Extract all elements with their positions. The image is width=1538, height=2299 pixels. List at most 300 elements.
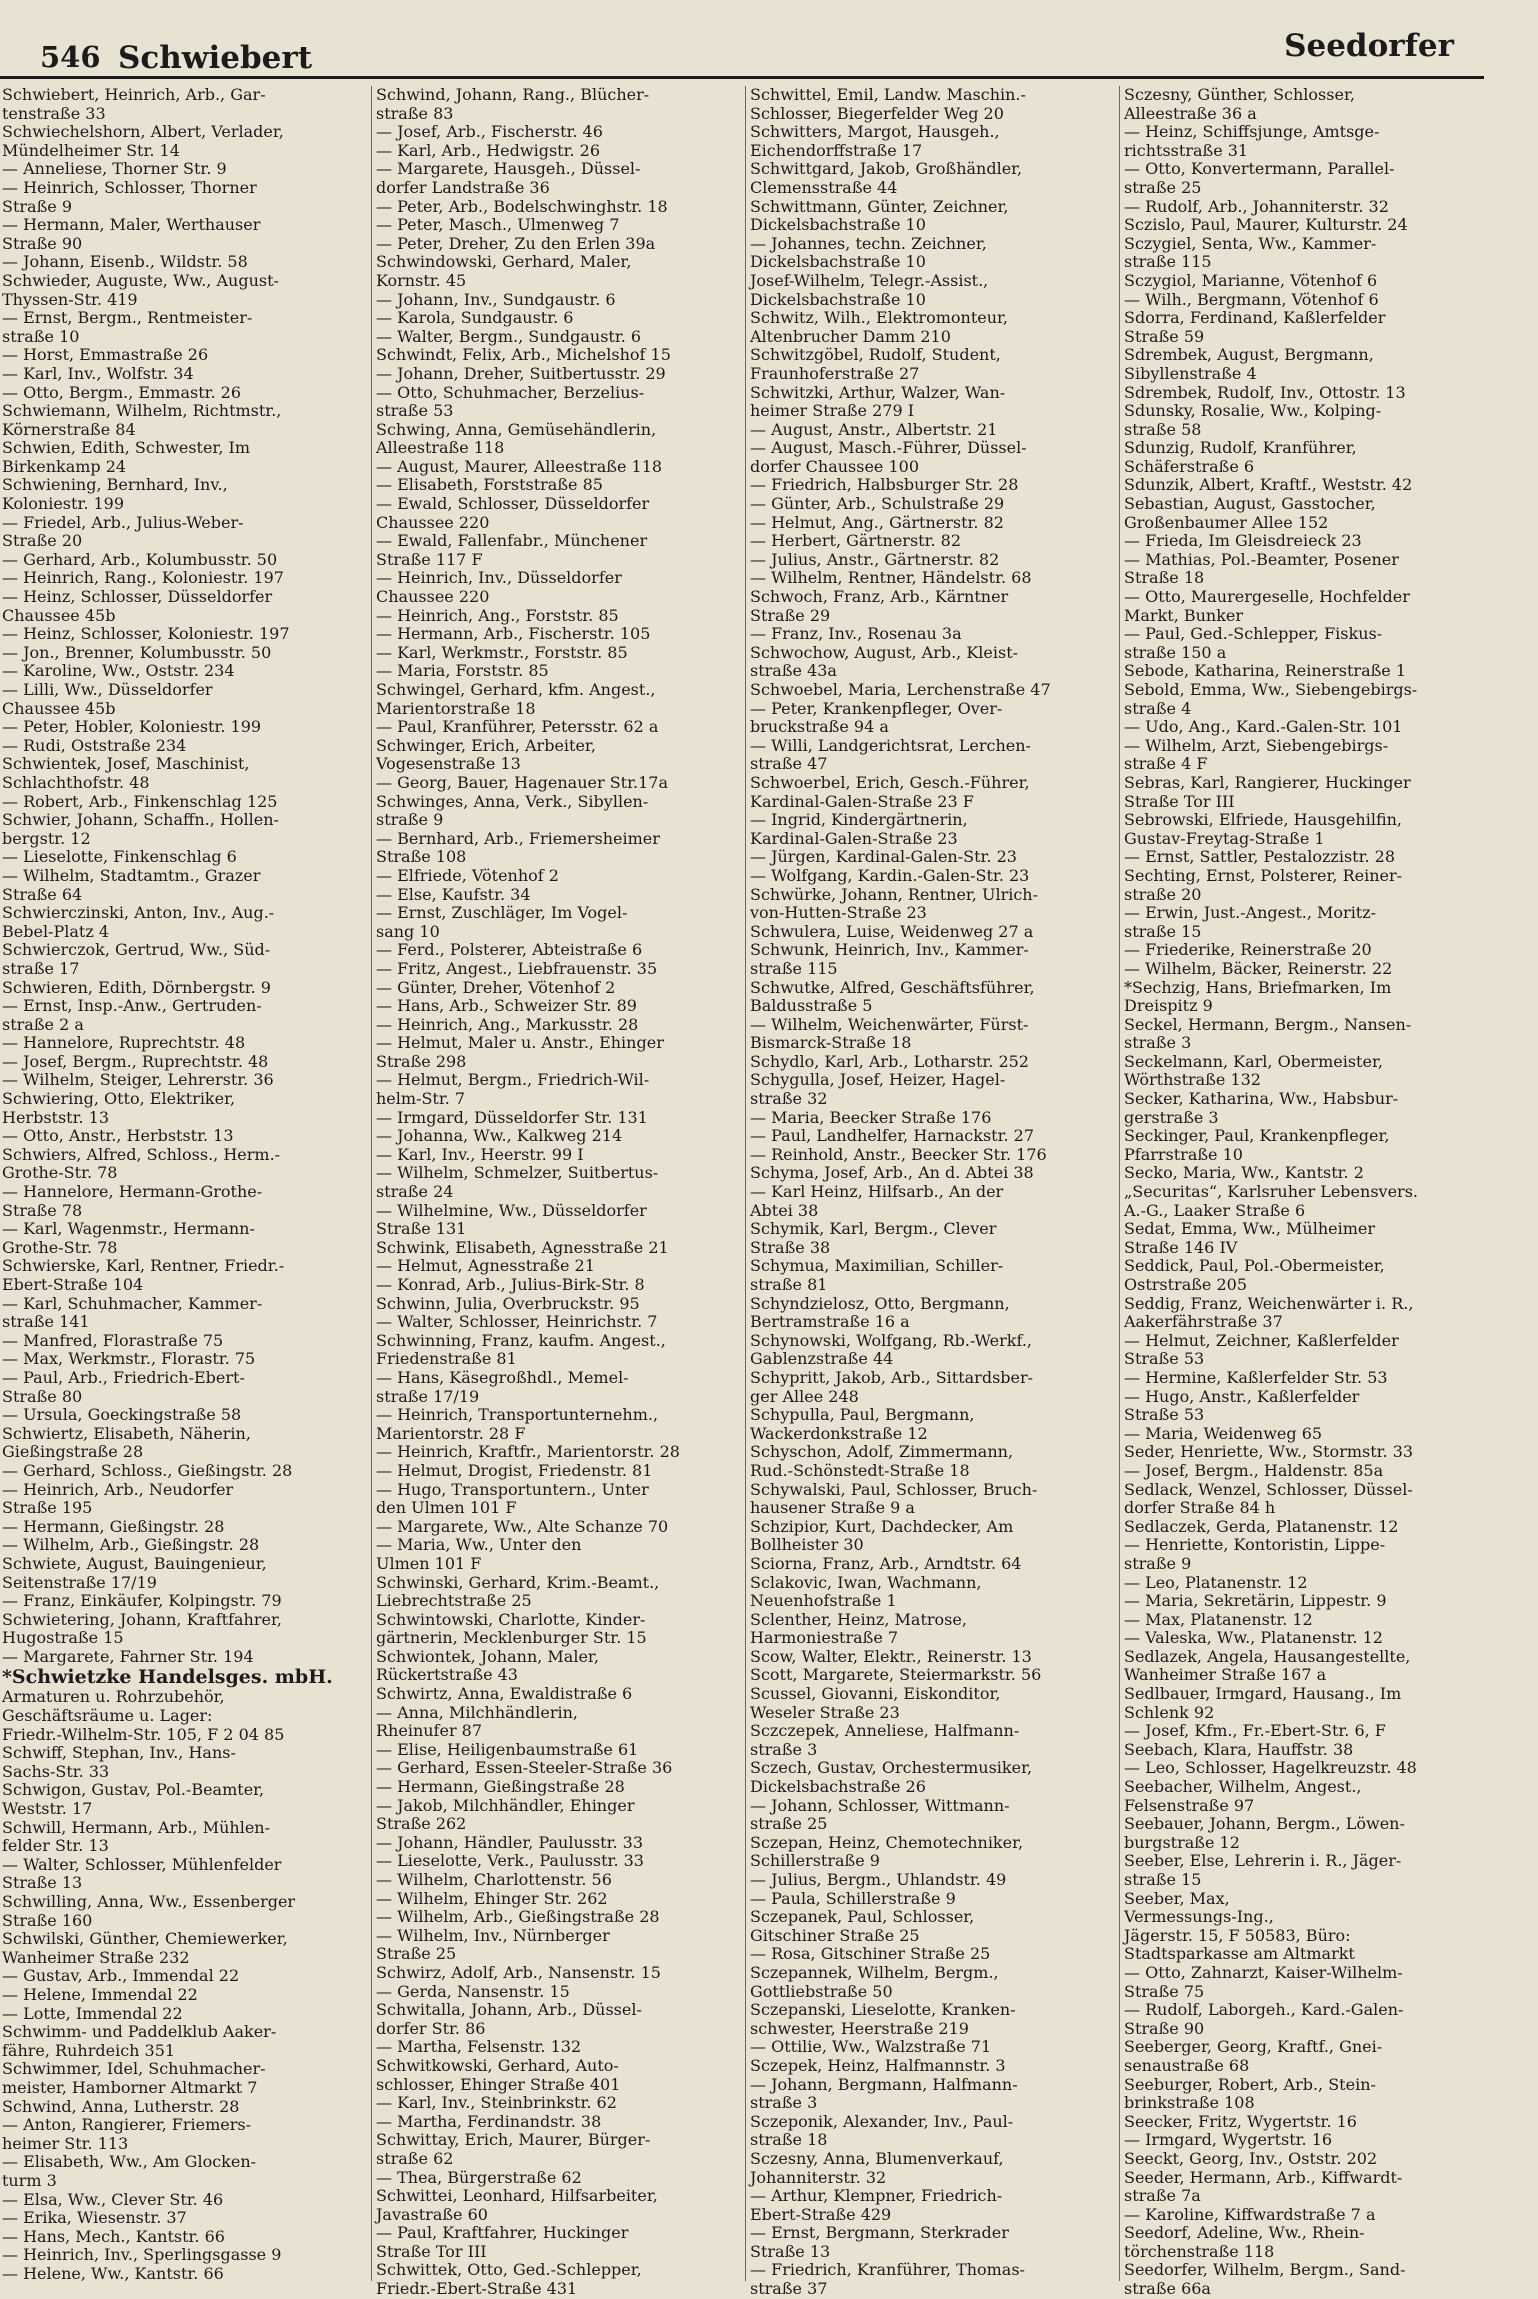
directory-entry: Schwilski, Günther, Chemiewerker, (2, 1929, 288, 1949)
entry-continuation: Schäferstraße 6 (1124, 456, 1255, 476)
entry-continuation: straße 25 (1124, 177, 1202, 197)
directory-entry: — Helmut, Bergm., Friedrich-Wil- (376, 1070, 650, 1090)
entry-continuation: straße 9 (1124, 1553, 1192, 1573)
directory-entry: — Johann, Händler, Paulusstr. 33 (376, 1832, 644, 1852)
entry-continuation: Friedr.-Wilhelm-Str. 105, F 2 04 85 (2, 1724, 285, 1744)
entry-continuation: straße 4 F (1124, 754, 1208, 774)
column-1 (2, 86, 368, 2281)
directory-entry: — Hannelore, Ruprechtstr. 48 (2, 1033, 246, 1053)
directory-entry: Schwittmann, Günter, Zeichner, (750, 196, 1009, 216)
directory-entry: — Paul, Arb., Friedrich-Ebert- (2, 1367, 245, 1387)
directory-entry: Seeber, Max, (1124, 1888, 1230, 1908)
entry-continuation: dorfer Straße 84 h (1124, 1498, 1276, 1518)
directory-entry: — Johannes, techn. Zeichner, (750, 233, 987, 253)
entry-continuation: Ebert-Straße 429 (750, 2204, 892, 2224)
directory-entry: Sdunzik, Albert, Kraftf., Weststr. 42 (1124, 475, 1413, 495)
directory-entry: Schwind, Anna, Lutherstr. 28 (2, 2096, 240, 2116)
entry-continuation: Josef-Wilhelm, Telegr.-Assist., (750, 270, 989, 290)
directory-entry: — Hermann, Gießingstr. 28 (2, 1516, 225, 1536)
entry-continuation: bergstr. 12 (2, 828, 91, 848)
directory-entry: — Karl, Werkmstr., Forststr. 85 (376, 642, 628, 662)
entry-continuation: Bismarck-Straße 18 (750, 1033, 912, 1053)
directory-entry: Schwindt, Felix, Arb., Michelshof 15 (376, 345, 671, 365)
directory-entry: — Hans, Arb., Schweizer Str. 89 (376, 996, 637, 1016)
page-header (0, 0, 1538, 74)
entry-continuation: törchenstraße 118 (1124, 2241, 1275, 2261)
directory-entry: Seckelmann, Karl, Obermeister, (1124, 1051, 1383, 1071)
column-3 (750, 85, 1116, 2299)
directory-entry: — Peter, Masch., Ulmenweg 7 (376, 215, 620, 235)
entry-continuation: Ulmen 101 F (376, 1553, 482, 1573)
entry-continuation: Straße 18 (1124, 568, 1205, 588)
directory-entry: — Otto, Anstr., Herbststr. 13 (2, 1126, 234, 1146)
directory-entry: Schwierczok, Gertrud, Ww., Süd- (2, 940, 271, 960)
directory-entry: — Karola, Sundgaustr. 6 (376, 308, 574, 328)
entry-continuation: Eichendorffstraße 17 (750, 140, 923, 160)
directory-entry: Schwind, Johann, Rang., Blücher- (376, 85, 650, 104)
directory-entry: — Konrad, Arb., Julius-Birk-Str. 8 (376, 1275, 645, 1294)
directory-entry: Schwunk, Heinrich, Inv., Kammer- (750, 940, 1029, 960)
directory-entry: — Hermann, Arb., Fischerstr. 105 (376, 624, 651, 644)
entry-continuation: straße 2 a (2, 1014, 84, 1034)
directory-entry: Sczesny, Anna, Blumenverkauf, (750, 2148, 1004, 2168)
directory-entry: Schwiff, Stephan, Inv., Hans- (2, 1743, 236, 1763)
directory-entry: Seddig, Franz, Weichenwärter i. R., (1124, 1293, 1414, 1313)
directory-entry: Sedlazek, Angela, Hausangestellte, (1124, 1646, 1411, 1666)
entry-continuation: straße 17 (2, 958, 80, 978)
directory-entry: „Securitas“, Karlsruher Lebensvers. (1124, 1182, 1418, 1202)
directory-entry: — Wilhelm, Weichenwärter, Fürst- (750, 1014, 1029, 1034)
entry-continuation: Straße 38 (750, 1237, 831, 1257)
entry-continuation: Pfarrstraße 10 (1124, 1144, 1243, 1164)
entry-continuation: Straße 20 (2, 531, 83, 551)
entry-continuation: straße 58 (1124, 419, 1202, 439)
directory-entry: Schwittek, Otto, Ged.-Schlepper, (376, 2260, 642, 2280)
directory-entry: — Anna, Milchhändlerin, (376, 1702, 578, 1722)
directory-entry: — Elfriede, Vötenhof 2 (376, 865, 559, 885)
entry-continuation: gerstraße 3 (1124, 1107, 1219, 1127)
directory-entry: — Günter, Dreher, Vötenhof 2 (376, 977, 616, 997)
entry-continuation: straße 81 (750, 1275, 828, 1294)
directory-entry: — Rosa, Gitschiner Straße 25 (750, 1944, 991, 1964)
directory-entry: Sedat, Emma, Ww., Mülheimer (1124, 1219, 1376, 1239)
directory-entry: — Heinrich, Arb., Neudorfer (2, 1479, 234, 1499)
directory-entry: — Manfred, Florastraße 75 (2, 1330, 224, 1350)
directory-entry: Seedorf, Adeline, Ww., Rhein- (1124, 2223, 1365, 2243)
directory-entry: — Lilli, Ww., Düsseldorfer (2, 680, 213, 699)
directory-entry: Scussel, Giovanni, Eiskonditor, (750, 1684, 1001, 1704)
directory-entry: Schwimm- und Paddelklub Aaker- (2, 2022, 277, 2042)
directory-entry: Schwürke, Johann, Rentner, Ulrich- (750, 884, 1039, 904)
entry-continuation: senaustraße 68 (1124, 2055, 1250, 2075)
directory-entry: Seeber, Else, Lehrerin i. R., Jäger- (1124, 1851, 1402, 1871)
directory-entry: Schydlo, Karl, Arb., Lotharstr. 252 (750, 1051, 1029, 1071)
directory-entry: — Henriette, Kontoristin, Lippe- (1124, 1535, 1386, 1555)
entry-continuation: meister, Hamborner Altmarkt 7 (2, 2077, 258, 2097)
entry-continuation: bruckstraße 94 a (750, 717, 889, 737)
directory-entry: — Arthur, Klempner, Friedrich- (750, 2186, 1003, 2206)
directory-entry: *Schwietzke Handelsges. mbH. (2, 1666, 333, 1689)
directory-entry: Sclakovic, Iwan, Wachmann, (750, 1572, 982, 1592)
directory-entry: — Karl, Schuhmacher, Kammer- (2, 1293, 263, 1313)
directory-entry: Seeckt, Georg, Inv., Oststr. 202 (1124, 2148, 1378, 2168)
directory-entry: Schwiebert, Heinrich, Arb., Gar- (2, 85, 266, 104)
directory-entry: Sebastian, August, Gasstocher, (1124, 494, 1376, 514)
directory-entry: Schwiering, Otto, Elektriker, (2, 1089, 236, 1109)
directory-entry: Schwochow, August, Arb., Kleist- (750, 642, 1019, 662)
page-number: 546 (40, 40, 101, 74)
directory-entry: — Maria, Ww., Unter den (376, 1535, 582, 1555)
directory-entry: Schyndzielosz, Otto, Bergmann, (750, 1293, 1010, 1313)
directory-entry: — Heinrich, Schlosser, Thorner (2, 177, 257, 197)
entry-continuation: straße 62 (376, 2148, 454, 2168)
entry-continuation: Schlosser, Biegerfelder Weg 20 (750, 103, 1004, 123)
entry-continuation: Thyssen-Str. 419 (2, 289, 138, 309)
directory-entry: Seckel, Hermann, Bergm., Nansen- (1124, 1014, 1412, 1034)
entry-continuation: Dickelsbachstraße 26 (750, 1777, 926, 1797)
entry-continuation: Hugostraße 15 (2, 1628, 124, 1648)
column-2 (376, 85, 742, 2299)
entry-continuation: Vermessungs-Ing., (1124, 1907, 1274, 1927)
directory-entry: — Erwin, Just.-Angest., Moritz- (1124, 903, 1377, 923)
directory-entry: Schwitzki, Arthur, Walzer, Wan- (750, 382, 1006, 402)
entry-continuation: schwester, Heerstraße 219 (750, 2018, 969, 2038)
directory-entry: Secko, Maria, Ww., Kantstr. 2 (1124, 1163, 1364, 1183)
directory-entry: Schwimmer, Idel, Schuhmacher- (2, 2059, 266, 2079)
entry-continuation: straße 24 (376, 1182, 454, 1202)
directory-entry: — Walter, Schlosser, Mühlenfelder (2, 1854, 282, 1874)
directory-entry: — Johann, Inv., Sundgaustr. 6 (376, 289, 616, 309)
directory-entry: Schwiontek, Johann, Maler, (376, 1646, 599, 1666)
entry-continuation: Chaussee 220 (376, 587, 490, 607)
directory-entry: Sczepannek, Wilhelm, Bergm., (750, 1962, 999, 1982)
directory-entry: — August, Masch.-Führer, Düssel- (750, 438, 1027, 458)
column-divider (745, 86, 746, 2281)
directory-entry: — Else, Kaufstr. 34 (376, 884, 531, 904)
directory-entry: — Wilhelm, Charlottenstr. 56 (376, 1870, 612, 1889)
directory-entry: — Peter, Dreher, Zu den Erlen 39a (376, 233, 656, 253)
directory-entry: — Jon., Brenner, Kolumbusstr. 50 (2, 642, 272, 662)
directory-entry: Schwittgard, Jakob, Großhändler, (750, 159, 1023, 179)
directory-entry: Schwigon, Gustav, Pol.-Beamter, (2, 1780, 265, 1800)
entry-continuation: Straße 13 (2, 1873, 83, 1893)
entry-continuation: straße 15 (1124, 921, 1202, 941)
entry-continuation: straße 66a (1124, 2279, 1211, 2299)
directory-entry: Sdunsky, Rosalie, Ww., Kolping- (1124, 401, 1382, 421)
directory-entry: Sebras, Karl, Rangierer, Huckinger (1124, 772, 1411, 792)
directory-entry: — Helmut, Maler u. Anstr., Ehinger (376, 1033, 664, 1053)
entry-continuation: Straße 75 (1124, 1981, 1205, 2001)
directory-entry: — Johann, Dreher, Suitbertusstr. 29 (376, 363, 666, 383)
directory-entry: — Heinrich, Inv., Düsseldorfer (376, 568, 622, 588)
entry-continuation: Straße 146 IV (1124, 1237, 1238, 1257)
directory-entry: Schwirtz, Anna, Ewaldistraße 6 (376, 1684, 633, 1704)
directory-entry: — Otto, Maurergeselle, Hochfelder (1124, 587, 1410, 607)
directory-entry: Schzipior, Kurt, Dachdecker, Am (750, 1516, 1014, 1536)
directory-entry: — Heinrich, Rang., Koloniestr. 197 (2, 568, 284, 588)
entry-continuation: tenstraße 33 (2, 103, 106, 123)
directory-entry: — Peter, Hobler, Koloniestr. 199 (2, 717, 262, 737)
directory-entry: — Johanna, Ww., Kalkweg 214 (376, 1126, 623, 1146)
directory-entry: — Ernst, Sattler, Pestalozzistr. 28 (1124, 847, 1396, 867)
entry-continuation: Javastraße 60 (376, 2204, 488, 2224)
directory-entry: Schwiechelshorn, Albert, Verlader, (2, 122, 284, 142)
directory-entry: Sdrembek, August, Bergmann, (1124, 345, 1374, 365)
entry-continuation: Vogesenstraße 13 (376, 754, 521, 774)
directory-entry: Schwinning, Franz, kaufm. Angest., (376, 1330, 666, 1350)
directory-entry: — Rudolf, Laborgeh., Kard.-Galen- (1124, 2000, 1404, 2020)
directory-entry: Schwiemann, Wilhelm, Richtmstr., (2, 401, 282, 421)
entry-continuation: Straße 117 F (376, 549, 483, 569)
entry-continuation: Koloniestr. 199 (2, 494, 125, 514)
entry-continuation: straße 47 (750, 754, 828, 774)
entry-continuation: Jägerstr. 15, F 50583, Büro: (1124, 1925, 1351, 1945)
directory-entry: — Josef, Kfm., Fr.-Ebert-Str. 6, F (1124, 1721, 1386, 1741)
directory-entry: — Helene, Ww., Kantstr. 66 (2, 2263, 224, 2283)
directory-entry: Sebode, Katharina, Reinerstraße 1 (1124, 661, 1407, 681)
directory-entry: — Ernst, Bergmann, Sterkrader (750, 2223, 1009, 2243)
directory-entry: — Herbert, Gärtnerstr. 82 (750, 531, 961, 551)
directory-entry: — Elise, Heiligenbaumstraße 61 (376, 1739, 639, 1759)
directory-entry: — Martha, Felsenstr. 132 (376, 2037, 582, 2057)
directory-entry: — Mathias, Pol.-Beamter, Posener (1124, 549, 1399, 569)
entry-continuation: Straße 262 (376, 1814, 467, 1834)
directory-entry: — Ferd., Polsterer, Abteistraße 6 (376, 940, 643, 960)
directory-entry: Sczczepek, Anneliese, Halfmann- (750, 1721, 1020, 1741)
entry-continuation: Schlenk 92 (1124, 1702, 1215, 1722)
directory-entry: Schygulla, Josef, Heizer, Hagel- (750, 1070, 1006, 1090)
entry-continuation: Körnerstraße 84 (2, 419, 136, 439)
directory-entry: Schwulera, Luise, Weidenweg 27 a (750, 921, 1034, 941)
directory-entry: *Sechzig, Hans, Briefmarken, Im (1124, 977, 1392, 997)
directory-entry: — Ernst, Zuschläger, Im Vogel- (376, 903, 628, 923)
entry-continuation: A.-G., Laaker Straße 6 (1124, 1200, 1306, 1220)
directory-entry: — Heinrich, Transportunternehm., (376, 1405, 659, 1425)
entry-continuation: Rud.-Schönstedt-Straße 18 (750, 1460, 970, 1480)
entry-continuation: Straße Tor III (1124, 791, 1235, 811)
directory-entry: Schwintowski, Charlotte, Kinder- (376, 1609, 646, 1629)
entry-continuation: Kardinal-Galen-Straße 23 F (750, 791, 974, 811)
directory-entry: — Wilhelm, Schmelzer, Suitbertus- (376, 1163, 659, 1183)
entry-continuation: Gießingstraße 28 (2, 1442, 144, 1462)
directory-entry: — Karl, Inv., Wolfstr. 34 (2, 363, 194, 383)
entry-continuation: Felsenstraße 97 (1124, 1795, 1255, 1815)
entry-continuation: straße 17/19 (376, 1386, 480, 1406)
directory-entry: — Anneliese, Thorner Str. 9 (2, 159, 227, 179)
directory-entry: Schwinges, Anna, Verk., Sibyllen- (376, 791, 649, 811)
directory-entry: — Anton, Rangierer, Friemers- (2, 2115, 251, 2135)
header-rule (0, 76, 1484, 79)
directory-entry: — Rudolf, Arb., Johanniterstr. 32 (1124, 196, 1389, 216)
entry-continuation: Armaturen u. Rohrzubehör, (2, 1687, 225, 1707)
directory-entry: — Heinrich, Ang., Markusstr. 28 (376, 1014, 639, 1034)
entry-continuation: Straße 160 (2, 1910, 93, 1930)
entry-continuation: Chaussee 45b (2, 605, 116, 625)
right-running-head: Seedorfer (1284, 28, 1454, 64)
entry-continuation: Straße 59 (1124, 326, 1205, 346)
entry-continuation: Straße 108 (376, 847, 467, 867)
directory-entry: — Lieselotte, Verk., Paulusstr. 33 (376, 1851, 644, 1871)
directory-entry: Seebacher, Wilhelm, Angest., (1124, 1777, 1362, 1797)
entry-continuation: Grothe-Str. 78 (2, 1237, 118, 1257)
entry-continuation: straße 18 (750, 2130, 828, 2150)
directory-entry: — Paul, Kranführer, Petersstr. 62 a (376, 717, 659, 737)
directory-entry: — Karl, Inv., Heerstr. 99 I (376, 1144, 584, 1164)
entry-continuation: straße 37 (750, 2279, 828, 2299)
directory-entry: Seeburger, Robert, Arb., Stein- (1124, 2074, 1376, 2094)
directory-entry: Sczislo, Paul, Maurer, Kulturstr. 24 (1124, 215, 1408, 235)
entry-continuation: hausener Straße 9 a (750, 1498, 915, 1518)
directory-entry: — Helene, Immendal 22 (2, 1984, 198, 2004)
entry-continuation: sang 10 (376, 921, 440, 941)
directory-entry: Schywalski, Paul, Schlosser, Bruch- (750, 1479, 1038, 1499)
entry-continuation: straße 53 (376, 401, 454, 421)
entry-continuation: Straße 90 (2, 233, 83, 253)
entry-continuation: Gottliebstraße 50 (750, 1981, 893, 2001)
entry-continuation: Alleestraße 118 (376, 438, 505, 458)
entry-continuation: dorfer Str. 86 (376, 2018, 486, 2038)
directory-entry: — Peter, Krankenpfleger, Over- (750, 698, 1003, 718)
directory-entry: — Wolfgang, Kardin.-Galen-Str. 23 (750, 865, 1030, 885)
entry-continuation: heimer Straße 279 I (750, 401, 915, 421)
directory-entry: — Ingrid, Kindergärtnerin, (750, 810, 968, 830)
entry-continuation: Neuenhofstraße 1 (750, 1591, 897, 1611)
entry-continuation: Bollheister 30 (750, 1535, 864, 1555)
directory-entry: Schwientek, Josef, Maschinist, (2, 754, 250, 774)
directory-entry: — Maria, Beecker Straße 176 (750, 1107, 992, 1127)
entry-continuation: straße 7a (1124, 2186, 1201, 2206)
entry-continuation: Birkenkamp 24 (2, 456, 127, 476)
directory-entry: — Heinz, Schlosser, Düsseldorfer (2, 587, 273, 607)
entry-continuation: Gustav-Freytag-Straße 1 (1124, 828, 1325, 848)
directory-entry: Schwill, Hermann, Arb., Mühlen- (2, 1817, 270, 1837)
directory-entry: Schwirz, Adolf, Arb., Nansenstr. 15 (376, 1962, 661, 1982)
directory-entry: Schynowski, Wolfgang, Rb.-Werkf., (750, 1330, 1033, 1350)
entry-continuation: Aakerfährstraße 37 (1124, 1312, 1283, 1332)
directory-entry: Sebrowski, Elfriede, Hausgehilfin, (1124, 810, 1402, 830)
directory-entry: Schwittay, Erich, Maurer, Bürger- (376, 2130, 651, 2150)
directory-entry: Sclenther, Heinz, Matrose, (750, 1609, 967, 1629)
directory-entry: Sczech, Gustav, Orchestermusiker, (750, 1758, 1033, 1778)
entry-continuation: Ebert-Straße 104 (2, 1275, 144, 1294)
directory-entry: Sczepanek, Paul, Schlosser, (750, 1907, 975, 1927)
column-divider (371, 86, 372, 2281)
entry-continuation: Straße 53 (1124, 1349, 1205, 1369)
entry-continuation: Straße 29 (750, 605, 831, 625)
entry-continuation: brinkstraße 108 (1124, 2093, 1255, 2113)
directory-entry: — Ottilie, Ww., Walzstraße 71 (750, 2037, 992, 2057)
directory-entry: — Margarete, Hausgeh., Düssel- (376, 159, 641, 179)
directory-entry: — Ernst, Bergm., Rentmeister- (2, 308, 253, 328)
directory-entry: — Wilhelm, Stadtamtm., Grazer (2, 865, 261, 885)
directory-entry: — Wilh., Bergmann, Vötenhof 6 (1124, 289, 1379, 309)
directory-entry: — Hannelore, Hermann-Grothe- (2, 1182, 263, 1202)
directory-entry: Schwierczinski, Anton, Inv., Aug.- (2, 903, 275, 923)
entry-continuation: Wackerdonkstraße 12 (750, 1423, 928, 1443)
directory-entry: Schypulla, Paul, Bergmann, (750, 1405, 975, 1425)
directory-entry: Sedlaczek, Gerda, Platanenstr. 12 (1124, 1516, 1399, 1536)
directory-entry: Sdorra, Ferdinand, Kaßlerfelder (1124, 308, 1386, 328)
entry-continuation: schlosser, Ehinger Straße 401 (376, 2074, 621, 2094)
entry-continuation: Straße 25 (376, 1944, 457, 1964)
directory-entry: Schwiening, Bernhard, Inv., (2, 475, 228, 495)
entry-continuation: burgstraße 12 (1124, 1832, 1240, 1852)
directory-entry: — Margarete, Fahrner Str. 194 (2, 1646, 254, 1666)
entry-continuation: Chaussee 220 (376, 512, 490, 532)
entry-continuation: straße 9 (376, 810, 444, 830)
entry-continuation: Alleestraße 36 a (1124, 103, 1257, 123)
directory-entry: Schwier, Johann, Schaffn., Hollen- (2, 810, 279, 830)
entry-continuation: Straße 90 (1124, 2018, 1205, 2038)
entry-continuation: Sibyllenstraße 4 (1124, 363, 1257, 383)
directory-entry: Schwoch, Franz, Arb., Kärntner (750, 587, 1009, 607)
directory-entry: — August, Anstr., Albertstr. 21 (750, 419, 998, 439)
directory-entry: Schwietering, Johann, Kraftfahrer, (2, 1609, 282, 1629)
entry-continuation: Weseler Straße 23 (750, 1702, 900, 1722)
directory-entry: — Julius, Anstr., Gärtnerstr. 82 (750, 549, 1000, 569)
directory-entry: — Irmgard, Wygertstr. 16 (1124, 2130, 1333, 2150)
entry-continuation: Schillerstraße 9 (750, 1851, 880, 1871)
directory-entry: — Bernhard, Arb., Friemersheimer (376, 828, 660, 848)
directory-entry: — Heinrich, Inv., Sperlingsgasse 9 (2, 2245, 282, 2265)
directory-entry: — Elsa, Ww., Clever Str. 46 (2, 2189, 224, 2209)
directory-entry: Schwutke, Alfred, Geschäftsführer, (750, 977, 1035, 997)
directory-entry: Scott, Margarete, Steiermarkstr. 56 (750, 1665, 1042, 1685)
directory-entry: — Walter, Bergm., Sundgaustr. 6 (376, 326, 642, 346)
entry-continuation: Straße 298 (376, 1051, 467, 1071)
directory-entry: Sedlbauer, Irmgard, Hausang., Im (1124, 1684, 1402, 1704)
directory-entry: Schwieren, Edith, Dörnbergstr. 9 (2, 977, 271, 997)
entry-continuation: felder Str. 13 (2, 1836, 109, 1856)
directory-entry: Schwierske, Karl, Rentner, Friedr.- (2, 1256, 285, 1276)
entry-continuation: helm-Str. 7 (376, 1089, 466, 1109)
entry-continuation: Gablenzstraße 44 (750, 1349, 894, 1369)
entry-continuation: Dickelsbachstraße 10 (750, 289, 926, 309)
directory-entry: — Karoline, Ww., Oststr. 234 (2, 661, 235, 681)
directory-entry: Sdunzig, Rudolf, Kranführer, (1124, 438, 1357, 458)
directory-entry: — Wilhelm, Arb., Gießingstr. 28 (2, 1535, 260, 1555)
entry-continuation: Seitenstraße 17/19 (2, 1572, 157, 1592)
entry-continuation: Straße Tor III (376, 2241, 487, 2261)
directory-entry: Schwinski, Gerhard, Krim.-Beamt., (376, 1572, 660, 1592)
directory-entry: — Leo, Platanenstr. 12 (1124, 1572, 1308, 1592)
entry-continuation: straße 3 (750, 1739, 818, 1759)
directory-entry: — Heinrich, Kraftfr., Marientorstr. 28 (376, 1442, 680, 1462)
directory-entry: Schwing, Anna, Gemüsehändlerin, (376, 419, 657, 439)
directory-entry: — Ewald, Fallenfabr., Münchener (376, 531, 648, 551)
entry-continuation: Stadtsparkasse am Altmarkt (1124, 1944, 1355, 1964)
directory-entry: Schyschon, Adolf, Zimmermann, (750, 1442, 1014, 1462)
directory-entry: — Lotte, Immendal 22 (2, 2003, 183, 2023)
entry-continuation: straße 141 (2, 1312, 90, 1332)
entry-continuation: Johanniterstr. 32 (750, 2167, 887, 2187)
directory-entry: Sczepan, Heinz, Chemotechniker, (750, 1832, 1024, 1852)
directory-entry: Schwiertz, Elisabeth, Näherin, (2, 1423, 251, 1443)
entry-continuation: den Ulmen 101 F (376, 1498, 517, 1518)
directory-entry: — Franz, Einkäufer, Kolpingstr. 79 (2, 1591, 282, 1611)
entry-continuation: straße 32 (750, 1089, 828, 1109)
entry-continuation: dorfer Landstraße 36 (376, 177, 550, 197)
directory-entry: — Valeska, Ww., Platanenstr. 12 (1124, 1628, 1383, 1648)
directory-entry: — Wilhelm, Ehinger Str. 262 (376, 1888, 608, 1908)
entry-continuation: turm 3 (2, 2170, 57, 2190)
column-divider (1119, 86, 1120, 2281)
directory-entry: — Jakob, Milchhändler, Ehinger (376, 1795, 635, 1815)
directory-entry: — Paula, Schillerstraße 9 (750, 1888, 956, 1908)
directory-entry: Schwiete, August, Bauingenieur, (2, 1553, 267, 1573)
entry-continuation: Straße 64 (2, 884, 83, 904)
directory-entry: Sczygiol, Marianne, Vötenhof 6 (1124, 270, 1378, 290)
